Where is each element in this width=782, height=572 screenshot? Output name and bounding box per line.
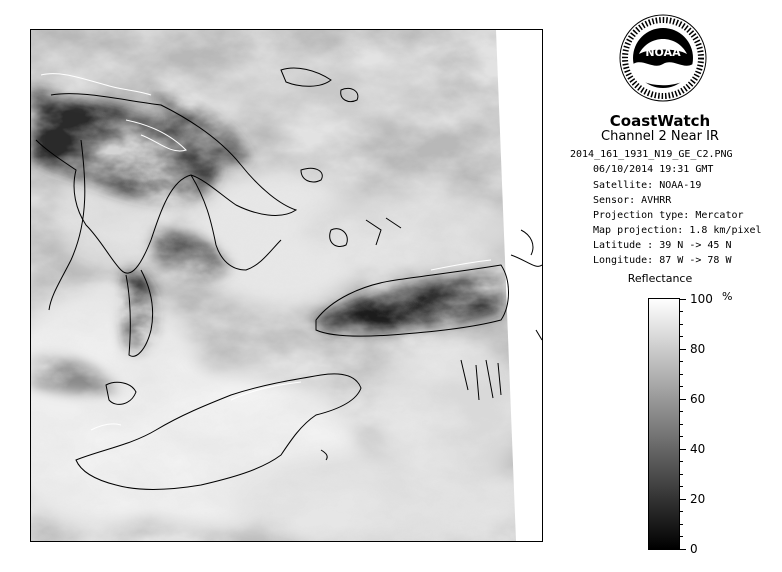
- colorbar-minor-tick: [680, 411, 683, 412]
- colorbar-tick: [680, 449, 686, 450]
- colorbar-minor-tick: [680, 324, 683, 325]
- colorbar-minor-tick: [680, 374, 683, 375]
- info-filename: 2014_161_1931_N19_GE_C2.PNG: [570, 149, 733, 160]
- colorbar-tick: [680, 549, 686, 550]
- colorbar-minor-tick: [680, 361, 683, 362]
- colorbar-label-0: 0: [690, 542, 698, 556]
- colorbar-tick: [680, 499, 686, 500]
- colorbar-label-80: 80: [690, 342, 706, 356]
- satellite-image-panel: [30, 29, 543, 542]
- colorbar-tick: [680, 349, 686, 350]
- colorbar-minor-tick: [680, 386, 683, 387]
- colorbar-minor-tick: [680, 424, 683, 425]
- colorbar-minor-tick: [680, 461, 683, 462]
- colorbar-label-40: 40: [690, 442, 706, 456]
- info-satellite: Satellite: NOAA-19: [593, 180, 702, 191]
- info-projection-type: Projection type: Mercator: [593, 210, 744, 221]
- colorbar-label-20: 20: [690, 492, 706, 506]
- scale-unit: %: [722, 290, 733, 303]
- info-sensor: Sensor: AVHRR: [593, 195, 672, 206]
- colorbar-label-100: 100: [690, 292, 713, 306]
- noaa-logo-text: NOAA: [645, 46, 681, 59]
- satellite-image: [31, 30, 542, 541]
- info-latitude: Latitude : 39 N -> 45 N: [593, 240, 732, 251]
- colorbar-label-60: 60: [690, 392, 706, 406]
- colorbar-minor-tick: [680, 511, 683, 512]
- brand-title: CoastWatch: [609, 112, 711, 130]
- info-longitude: Longitude: 87 W -> 78 W: [593, 255, 732, 266]
- colorbar-minor-tick: [680, 311, 683, 312]
- channel-title: Channel 2 Near IR: [601, 129, 719, 144]
- noaa-logo: [619, 14, 707, 102]
- colorbar-minor-tick: [680, 536, 683, 537]
- colorbar-minor-tick: [680, 436, 683, 437]
- scale-title: Reflectance: [627, 272, 693, 285]
- colorbar-minor-tick: [680, 474, 683, 475]
- colorbar-minor-tick: [680, 486, 683, 487]
- colorbar-tick: [680, 299, 686, 300]
- reflectance-colorbar: [648, 298, 680, 550]
- colorbar-tick: [680, 399, 686, 400]
- info-datetime: 06/10/2014 19:31 GMT: [593, 164, 714, 175]
- colorbar-minor-tick: [680, 336, 683, 337]
- colorbar-minor-tick: [680, 524, 683, 525]
- info-map-projection: Map projection: 1.8 km/pixel: [593, 225, 762, 236]
